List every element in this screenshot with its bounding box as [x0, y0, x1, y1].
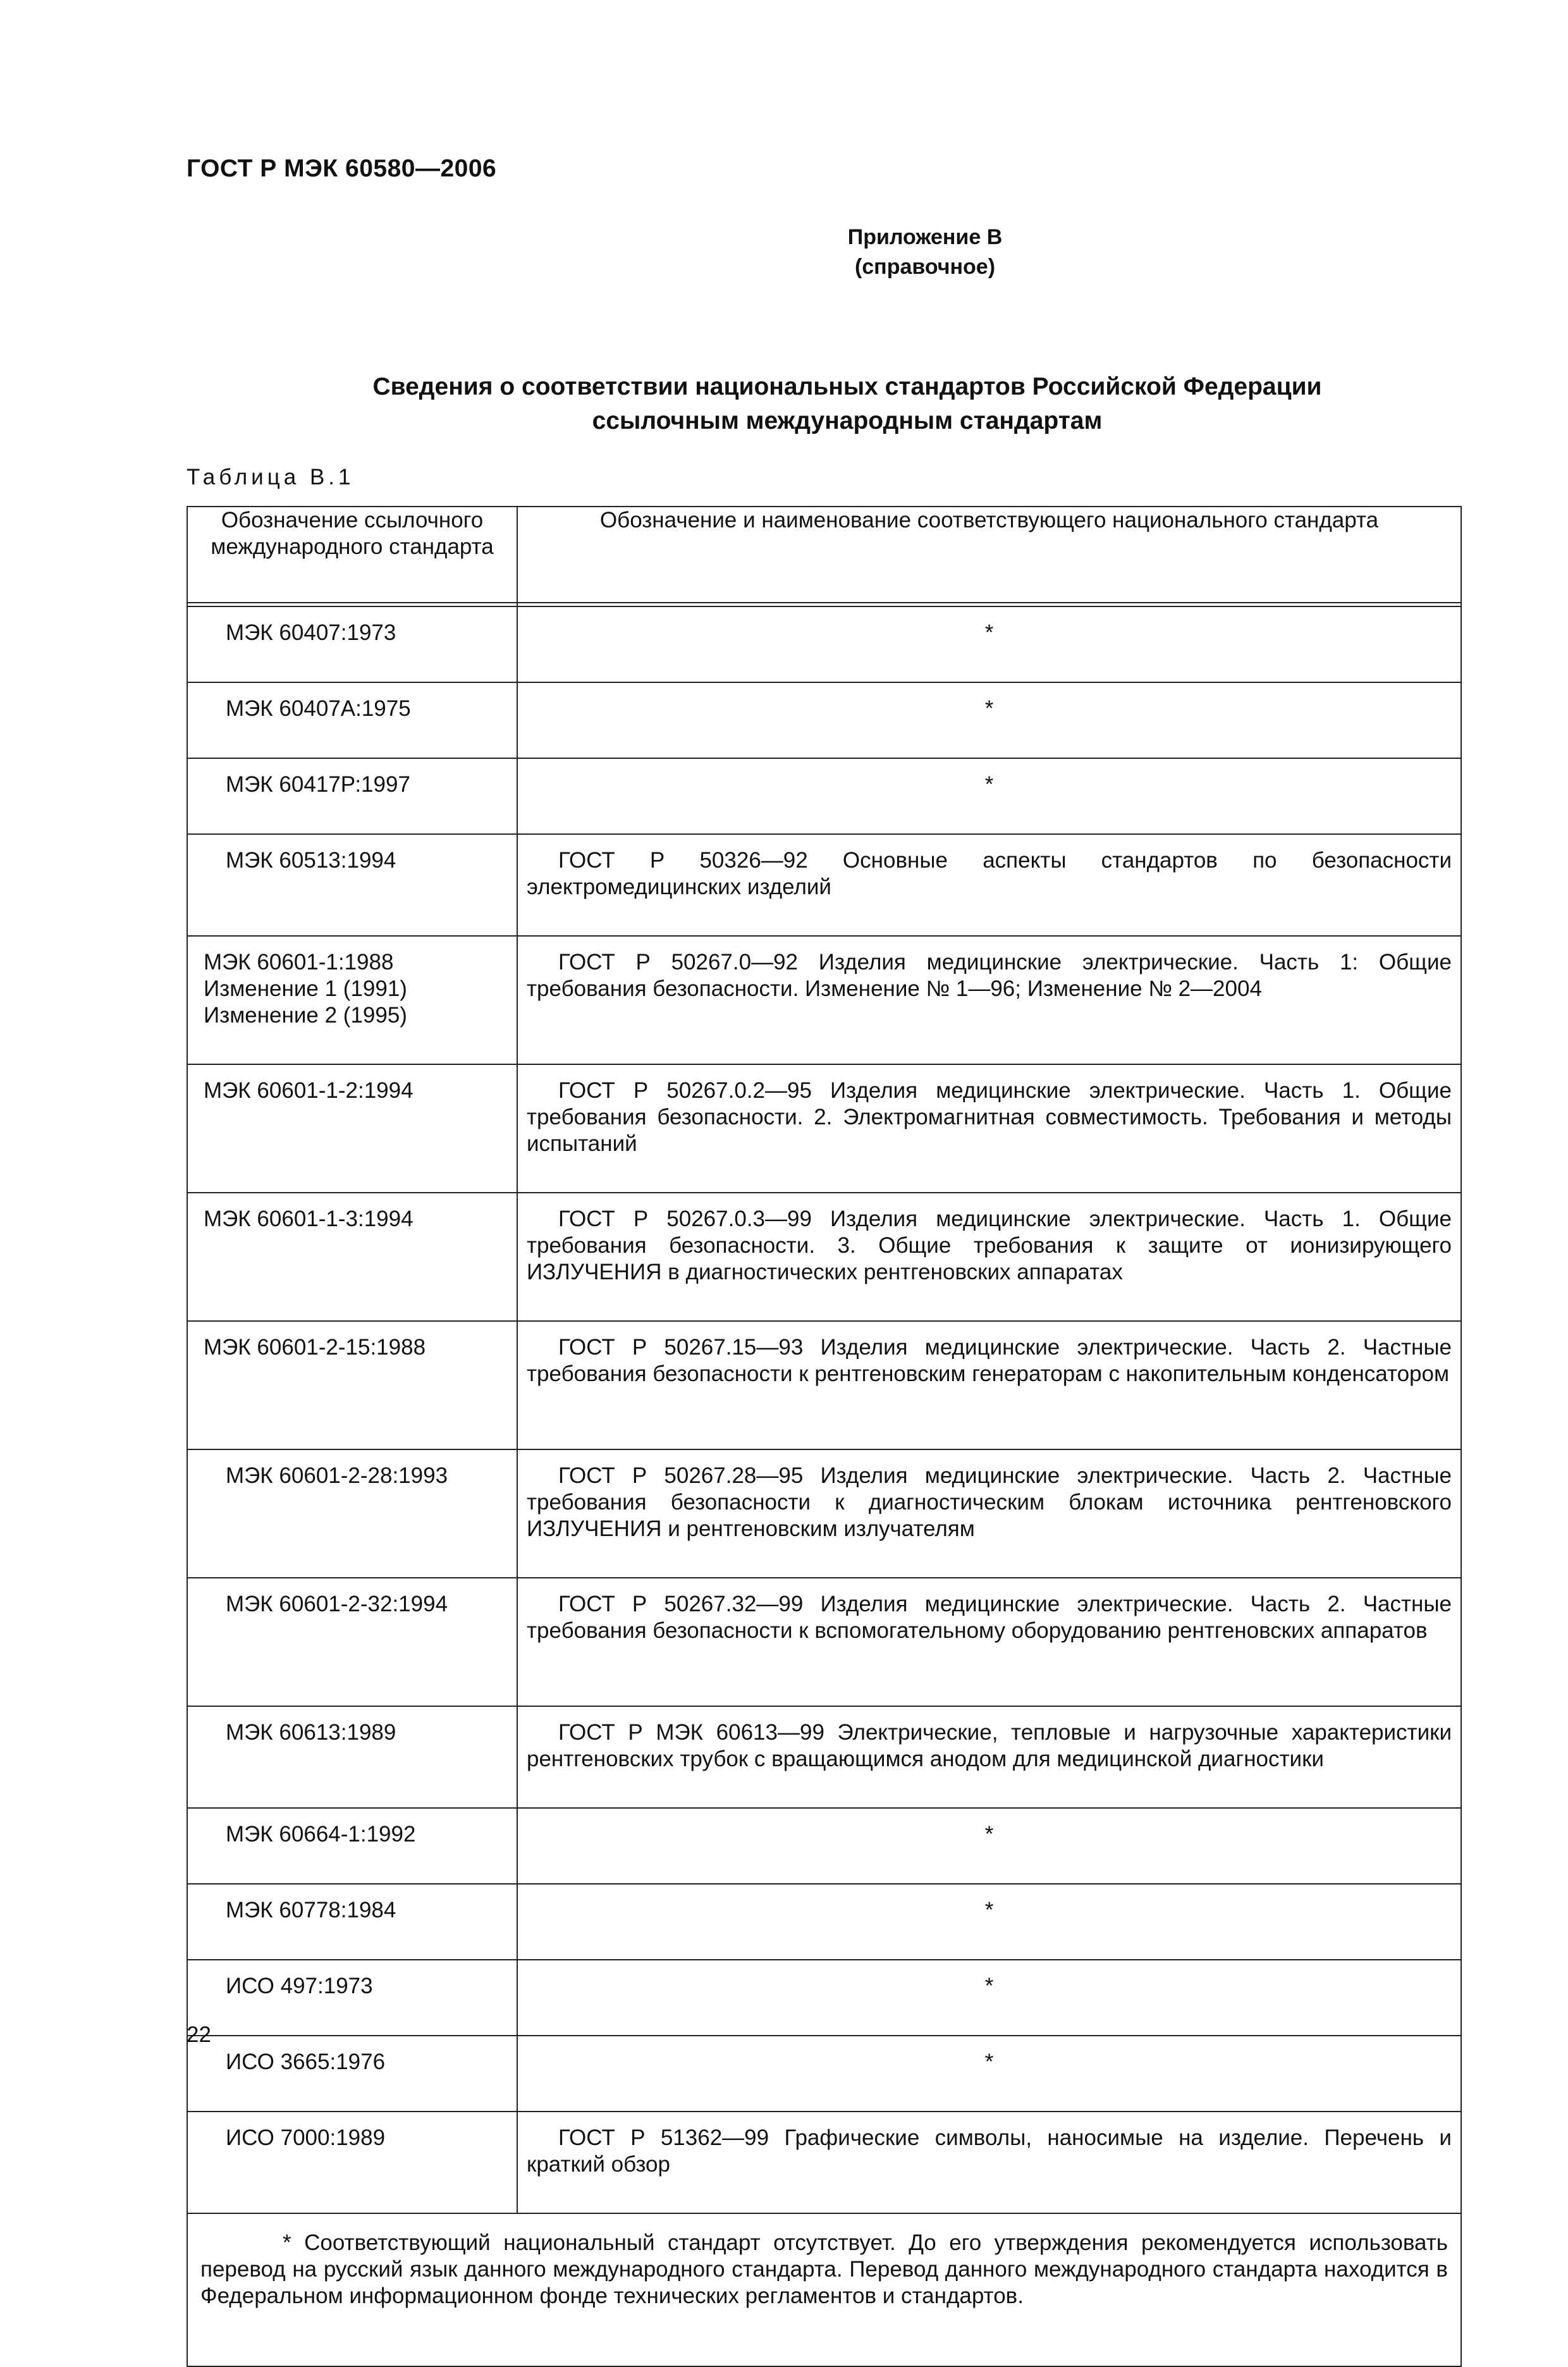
international-standard-designation: МЭК 60601-1:1988: [204, 950, 394, 974]
international-standard-cell: [187, 1578, 517, 1706]
national-standard-text: ГОСТ Р 50267.0.3—99 Изделия медицинские электрические. Часть 1. Общие требования безопасности. 3. Общие требования к защите от ионизирующего ИЗЛУЧЕНИЯ в диагностических рентгеновских аппаратах: [527, 1207, 1452, 1284]
international-standard-designation: ИСО 7000:1989: [226, 2125, 386, 2150]
national-standard-cell: [517, 1808, 1461, 1884]
international-standard-designation: МЭК 60601-1-3:1994: [204, 1207, 413, 1231]
national-standard-text: ГОСТ Р 50267.0.2—95 Изделия медицинские электрические. Часть 1. Общие требования безопасности. 2. Электромагнитная совместимость. Требования и методы испытаний: [527, 1078, 1452, 1156]
international-standard-cell: [187, 1884, 517, 1960]
table-caption: Таблица В.1: [187, 465, 355, 489]
international-standard-cell: [187, 682, 517, 758]
national-standard-cell: [517, 1449, 1461, 1578]
international-standard-cell: [187, 936, 517, 1064]
document-title-line1: Сведения о соответствии национальных стандартов Российской Федерации: [372, 373, 1322, 400]
table-row: [187, 1193, 1461, 1321]
national-standard-cell: [517, 1193, 1461, 1321]
page-number: 22: [187, 2022, 211, 2047]
national-standard-cell: [517, 758, 1461, 834]
international-standard-cell: [187, 758, 517, 834]
table-row: [187, 1449, 1461, 1578]
national-standard-cell: [517, 1706, 1461, 1808]
international-standard-cell: [187, 834, 517, 936]
national-standard-text: ГОСТ Р 50267.28—95 Изделия медицинские электрические. Часть 2. Частные требования безопасности к диагностическим блокам источника рентгеновского ИЗЛУЧЕНИЯ и рентгеновским излучателям: [527, 1463, 1452, 1541]
national-standard-cell: [517, 2112, 1461, 2213]
national-standard-cell: [517, 1321, 1461, 1449]
no-equivalent-marker: *: [984, 1974, 994, 1998]
national-standard-cell: [517, 606, 1461, 682]
national-standard-text: ГОСТ Р 50326—92 Основные аспекты стандартов по безопасности электромедицинских изделий: [527, 848, 1452, 899]
table-row: [187, 682, 1461, 758]
international-standard-designation: МЭК 60613:1989: [226, 1720, 396, 1745]
national-standard-cell: [517, 936, 1461, 1064]
international-standard-cell: [187, 1706, 517, 1808]
no-equivalent-marker: *: [984, 696, 994, 721]
table-row: [187, 1808, 1461, 1884]
international-standard-cell: [187, 2036, 517, 2112]
international-standard-designation: ИСО 3665:1976: [226, 2050, 386, 2074]
appendix-heading: [672, 223, 1178, 282]
international-standard-designation: МЭК 60513:1994: [226, 848, 396, 873]
international-standard-designation: МЭК 60601-2-15:1988: [204, 1335, 426, 1360]
document-title-line2: ссылочным международным стандартам: [592, 407, 1103, 434]
national-standard-cell: [517, 1064, 1461, 1193]
no-equivalent-marker: *: [984, 1822, 994, 1847]
international-standard-designation: МЭК 60778:1984: [226, 1898, 396, 1922]
international-standard-designation: МЭК 60601-2-28:1993: [226, 1463, 448, 1488]
national-standard-cell: [517, 1884, 1461, 1960]
table-footnote-row: [187, 2213, 1461, 2366]
national-standard-text: ГОСТ Р 50267.0—92 Изделия медицинские электрические. Часть 1: Общие требования безопасности. Изменение № 1—96; Изменение № 2—2004: [527, 950, 1452, 1001]
international-standard-cell: [187, 1193, 517, 1321]
international-standard-designation: ИСО 497:1973: [226, 1974, 373, 1998]
column-header-international: Обозначение ссылочного международного стандарта: [187, 507, 517, 603]
international-standard-designation: Изменение 1 (1991): [204, 976, 407, 1001]
table-header-row: [187, 507, 1461, 603]
table-row: [187, 2112, 1461, 2213]
table-row: [187, 2036, 1461, 2112]
table-footnote-cell: [187, 2213, 1461, 2366]
international-standard-designation: МЭК 60601-2-32:1994: [226, 1592, 448, 1616]
table-row: [187, 1321, 1461, 1449]
appendix-title: Приложение В: [847, 225, 1003, 249]
table-row: [187, 758, 1461, 834]
no-equivalent-marker: *: [984, 1898, 994, 1922]
national-standard-cell: [517, 834, 1461, 936]
table-row: [187, 1578, 1461, 1706]
standards-correspondence-table: [187, 506, 1462, 2367]
international-standard-cell: [187, 606, 517, 682]
table-row: [187, 606, 1461, 682]
international-standard-designation: Изменение 2 (1995): [204, 1003, 407, 1028]
national-standard-cell: [517, 2036, 1461, 2112]
national-standard-cell: [517, 1578, 1461, 1706]
table-row: [187, 1884, 1461, 1960]
international-standard-cell: [187, 1449, 517, 1578]
table-row: [187, 1960, 1461, 2036]
national-standard-cell: [517, 1960, 1461, 2036]
international-standard-designation: МЭК 60601-1-2:1994: [204, 1078, 413, 1103]
standard-code-header: ГОСТ Р МЭК 60580—2006: [187, 155, 497, 182]
appendix-kind: (справочное): [854, 255, 996, 279]
international-standard-designation: МЭК 60407:1973: [226, 620, 396, 645]
international-standard-cell: [187, 1064, 517, 1193]
international-standard-cell: [187, 1960, 517, 2036]
international-standard-designation: МЭК 60407А:1975: [226, 696, 411, 721]
international-standard-cell: [187, 2112, 517, 2213]
national-standard-text: ГОСТ Р МЭК 60613—99 Электрические, тепловые и нагрузочные характеристики рентгеновских трубок с вращающимся анодом для медицинской диагностики: [527, 1720, 1452, 1771]
international-standard-designation: МЭК 60417Р:1997: [226, 772, 410, 797]
table-row: [187, 1064, 1461, 1193]
international-standard-cell: [187, 1808, 517, 1884]
table-row: [187, 1706, 1461, 1808]
no-equivalent-marker: *: [984, 2050, 994, 2074]
international-standard-cell: [187, 1321, 517, 1449]
international-standard-designation: МЭК 60664-1:1992: [226, 1822, 416, 1847]
national-standard-text: ГОСТ Р 51362—99 Графические символы, наносимые на изделие. Перечень и краткий обзор: [527, 2125, 1452, 2177]
no-equivalent-marker: *: [984, 772, 994, 797]
national-standard-text: ГОСТ Р 50267.15—93 Изделия медицинские электрические. Часть 2. Частные требования безопасности к рентгеновским генераторам с накопительным конденсатором: [527, 1335, 1452, 1386]
table-footnote: * Соответствующий национальный стандарт отсутствует. До его утверждения рекомендуется использовать перевод на русский язык данного международного стандарта. Перевод данного международного стандарта находится в Федеральном информационном фонде технических регламентов и стандартов.: [200, 2230, 1448, 2308]
national-standard-text: ГОСТ Р 50267.32—99 Изделия медицинские электрические. Часть 2. Частные требования безопасности к вспомогательному оборудованию рентгеновских аппаратов: [527, 1592, 1452, 1643]
national-standard-cell: [517, 682, 1461, 758]
column-header-national: Обозначение и наименование соответствующего национального стандарта: [517, 507, 1461, 603]
table-row: [187, 936, 1461, 1064]
no-equivalent-marker: *: [984, 620, 994, 645]
table-row: [187, 834, 1461, 936]
document-title: [253, 370, 1442, 438]
